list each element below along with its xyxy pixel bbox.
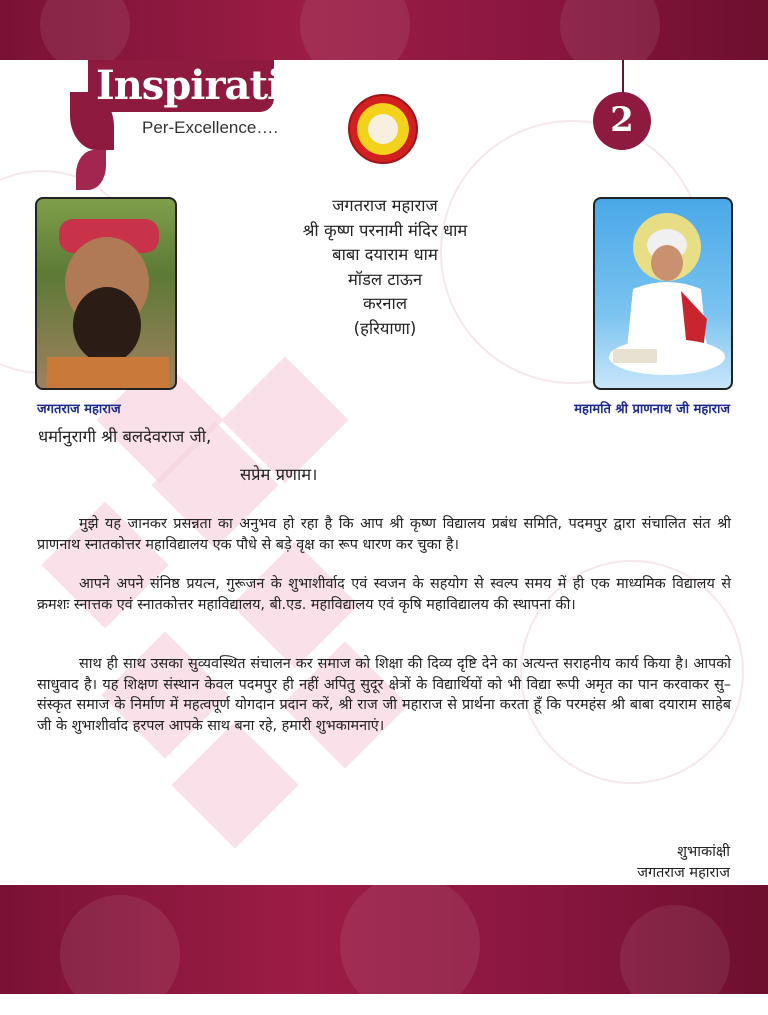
- page-number: 2: [593, 92, 651, 150]
- address-line: करनाल: [362, 294, 408, 313]
- letter-paragraph: आपने अपने संनिष्ठ प्रयत्न, गुरूजन के शुभाशीर्वाद एवं स्वजन के सहयोग से स्वल्प समय में ही एक माध्यमिक विद्यालय से क्रमशः स्नात्तक एवं स्नातकोत्तर महाविद्यालय, बी.एड. महाविद्यालय एवं कृषि महाविद्यालय की स्थापना की।: [37, 576, 731, 613]
- brand-title: Inspiration: [88, 60, 274, 112]
- address-line: बाबा दयाराम धाम: [332, 245, 438, 264]
- top-banner: [0, 0, 768, 60]
- address-line: श्री कृष्ण परनामी मंदिर धाम: [302, 220, 468, 240]
- college-logo: [348, 94, 418, 164]
- salutation: धर्मानुरागी श्री बलदेवराज जी,: [38, 427, 212, 446]
- signatory: जगतराज महाराज: [637, 865, 730, 881]
- portrait-pranath-ji: [593, 197, 733, 390]
- portrait-figure-icon: [37, 199, 177, 390]
- page-number-hanger: [622, 60, 624, 94]
- greeting: सप्रेम प्रणाम।: [240, 465, 318, 484]
- decor-diamond: [171, 721, 298, 848]
- bottom-banner: [0, 885, 768, 994]
- address-line: मॉडल टाऊन: [347, 269, 423, 289]
- deity-figure-icon: [595, 199, 733, 390]
- letter-paragraph: साथ ही साथ उसका सुव्यवस्थित संचालन कर समाज को शिक्षा की दिव्य दृष्टि देने का अत्यन्त सराहनीय कार्य किया है। आपको साधुवाद है। यह शिक्षण संस्थान केवल पदमपुर ही नहीं अपितु सुदूर क्षेत्रों के विद्यार्थियों को भी विद्या रूपी अमृत का पान करवाकर सु–संस्कृत समाज के निर्माण में महत्वपूर्ण योगदान प्रदान करें, श्री राज जी महाराज से प्रार्थना करता हूँ कि परमहंस श्री बाबा दयाराम साहेब जी के शुभाशीर्वाद हरपल आपके साथ बना रहे, हमारी शुभकामनाएं।: [37, 656, 731, 734]
- caption-right: महामति श्री प्राणनाथ जी महाराज: [574, 402, 730, 417]
- caption-left: जगतराज महाराज: [37, 402, 121, 417]
- signature-block: [637, 842, 730, 884]
- closing: शुभाकांक्षी: [677, 844, 730, 860]
- logo-emblem-icon: [368, 114, 398, 144]
- portrait-jagatraj-maharaj: [35, 197, 177, 390]
- address-line: (हरियाणा): [353, 318, 417, 338]
- brand-subtitle: Per-Excellence….: [142, 118, 279, 137]
- address-line: जगतराज महाराज: [332, 196, 438, 215]
- sender-address: [250, 194, 520, 341]
- letter-paragraph: मुझे यह जानकर प्रसन्नता का अनुभव हो रहा है कि आप श्री कृष्ण विद्यालय प्रबंध समिति, पदमपुर द्वारा संचालित संत श्री प्राणनाथ स्नातकोत्तर महाविद्यालय एक पौधे से बड़े वृक्ष का रूप धारण कर चुका है।: [37, 516, 731, 553]
- brand-leaf-decor: [76, 150, 106, 190]
